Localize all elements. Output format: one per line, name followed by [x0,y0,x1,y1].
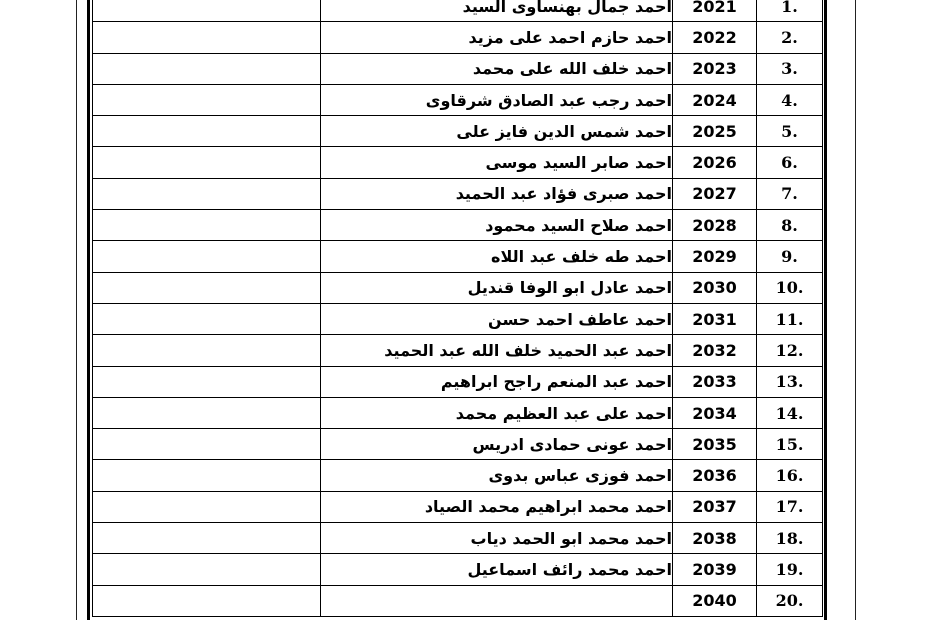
student-code: 2034 [673,397,757,428]
student-name: احمد عادل ابو الوفا قنديل [321,272,673,303]
empty-cell [93,272,321,303]
student-name: احمد حازم احمد على مزيد [321,22,673,53]
empty-cell [93,366,321,397]
empty-cell [93,491,321,522]
student-name: احمد طه خلف عبد اللاه [321,241,673,272]
row-number: 7. [757,178,823,209]
student-code: 2032 [673,335,757,366]
table-row [93,397,823,428]
student-code: 2030 [673,272,757,303]
empty-cell [93,22,321,53]
empty-cell [93,147,321,178]
row-number: 18. [757,523,823,554]
row-number: 12. [757,335,823,366]
row-number: 14. [757,397,823,428]
student-name: احمد محمد ابراهيم محمد الصياد [321,491,673,522]
empty-cell [93,53,321,84]
student-code: 2026 [673,147,757,178]
student-code: 2028 [673,210,757,241]
table-row [93,272,823,303]
table-row [93,303,823,334]
row-number: 8. [757,210,823,241]
student-code: 2031 [673,303,757,334]
empty-cell [93,0,321,22]
empty-cell [93,585,321,616]
student-code: 2037 [673,491,757,522]
table-row [93,366,823,397]
row-number: 17. [757,491,823,522]
student-name: احمد عاطف احمد حسن [321,303,673,334]
empty-cell [93,460,321,491]
student-name: احمد محمد رائف اسماعيل [321,554,673,585]
row-number: 20. [757,585,823,616]
table-row [93,554,823,585]
row-number: 10. [757,272,823,303]
student-name: احمد عبد المنعم راجح ابراهيم [321,366,673,397]
student-name: احمد صبرى فؤاد عبد الحميد [321,178,673,209]
table-row [93,53,823,84]
student-code: 2025 [673,116,757,147]
row-number: 16. [757,460,823,491]
student-code: 2033 [673,366,757,397]
student-code: 2038 [673,523,757,554]
row-number: 3. [757,53,823,84]
student-name: احمد خلف الله على محمد [321,53,673,84]
empty-cell [93,397,321,428]
empty-cell [93,429,321,460]
empty-cell [93,523,321,554]
empty-cell [93,210,321,241]
student-code: 2035 [673,429,757,460]
table-row [93,241,823,272]
table-row [93,178,823,209]
table-row [93,585,823,616]
student-code: 2021 [673,0,757,22]
student-name: احمد جمال بهنساوى السيد [321,0,673,22]
student-name: احمد صلاح السيد محمود [321,210,673,241]
table-row [93,0,823,22]
table-row [93,210,823,241]
student-code: 2039 [673,554,757,585]
empty-cell [93,116,321,147]
table-row [93,22,823,53]
row-number: 11. [757,303,823,334]
row-number: 15. [757,429,823,460]
table-row [93,523,823,554]
table-row [93,491,823,522]
student-code: 2029 [673,241,757,272]
student-code: 2022 [673,22,757,53]
row-number: 13. [757,366,823,397]
student-code: 2027 [673,178,757,209]
row-number: 19. [757,554,823,585]
empty-cell [93,554,321,585]
empty-cell [93,178,321,209]
student-name: احمد عبد الحميد خلف الله عبد الحميد [321,335,673,366]
row-number: 9. [757,241,823,272]
row-number: 6. [757,147,823,178]
table-row [93,460,823,491]
student-roster-table [92,0,823,617]
row-number: 2. [757,22,823,53]
empty-cell [93,303,321,334]
student-name: احمد رجب عبد الصادق شرقاوى [321,84,673,115]
student-name: احمد عونى حمادى ادريس [321,429,673,460]
table-row [93,84,823,115]
student-name: احمد شمس الدين فايز على [321,116,673,147]
student-name: احمد على عبد العظيم محمد [321,397,673,428]
student-code: 2040 [673,585,757,616]
table-row [93,335,823,366]
table-row [93,429,823,460]
student-code: 2036 [673,460,757,491]
table-row [93,147,823,178]
empty-cell [93,241,321,272]
student-name: احمد محمد ابو الحمد دياب [321,523,673,554]
row-number: 1. [757,0,823,22]
table-row [93,116,823,147]
empty-cell [93,335,321,366]
row-number: 4. [757,84,823,115]
student-name: احمد صابر السيد موسى [321,147,673,178]
student-code: 2024 [673,84,757,115]
row-number: 5. [757,116,823,147]
student-code: 2023 [673,53,757,84]
empty-cell [93,84,321,115]
student-name: احمد فوزى عباس بدوى [321,460,673,491]
student-name [321,585,673,616]
